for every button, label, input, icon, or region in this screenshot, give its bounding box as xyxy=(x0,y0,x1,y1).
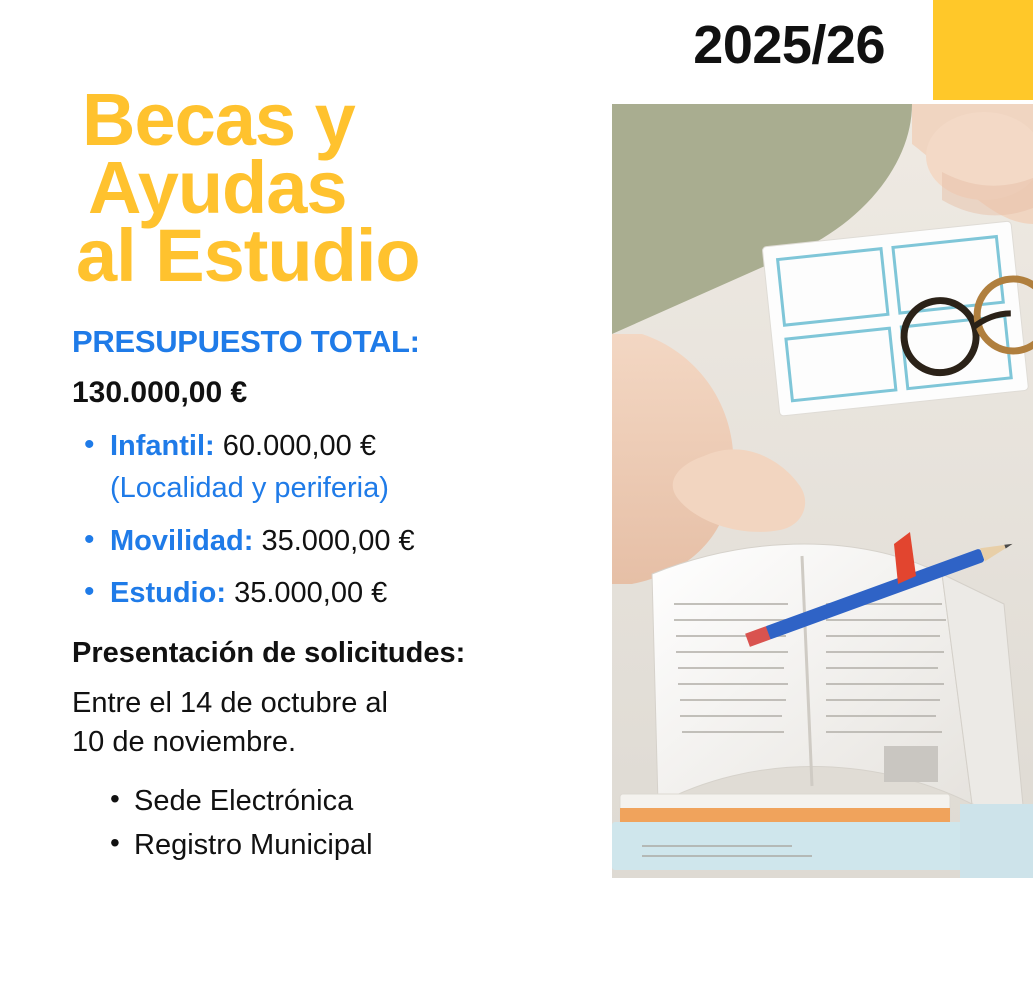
list-item: • Registro Municipal xyxy=(134,823,612,868)
budget-item-amount: 35.000,00 € xyxy=(234,576,388,609)
budget-total-amount: 130.000,00 € xyxy=(72,376,248,410)
application-date-line-1: Entre el 14 de octubre al xyxy=(72,687,388,720)
academic-year-label: 2025/26 xyxy=(693,15,885,75)
budget-label: PRESUPUESTO TOTAL: xyxy=(72,324,420,360)
application-period-label: Presentación de solicitudes: xyxy=(72,637,466,670)
submission-channels-list xyxy=(72,779,612,869)
budget-item-note: (Localidad y periferia) xyxy=(110,472,389,505)
title-line-1: Becas y xyxy=(82,78,355,161)
page-title xyxy=(72,78,612,298)
budget-item-category: Movilidad: xyxy=(110,524,254,557)
title-line-2: Ayudas xyxy=(88,146,347,230)
corner-accent-square xyxy=(933,0,1033,100)
application-period-dates xyxy=(72,684,612,762)
list-item xyxy=(110,428,612,507)
budget-item-category: Estudio: xyxy=(110,576,226,609)
title-line-3: al Estudio xyxy=(76,214,420,298)
list-item xyxy=(110,523,612,559)
list-item xyxy=(110,575,612,611)
budget-item-amount: 60.000,00 € xyxy=(222,430,376,463)
application-date-line-2: 10 de noviembre. xyxy=(72,726,297,759)
poster-text-column xyxy=(72,78,612,868)
budget-item-category: Infantil: xyxy=(110,430,215,463)
list-item: • Sede Electrónica xyxy=(134,779,612,824)
budget-item-amount: 35.000,00 € xyxy=(261,524,415,557)
student-reading-book-photo xyxy=(612,104,1033,878)
budget-breakdown-list xyxy=(72,428,612,611)
